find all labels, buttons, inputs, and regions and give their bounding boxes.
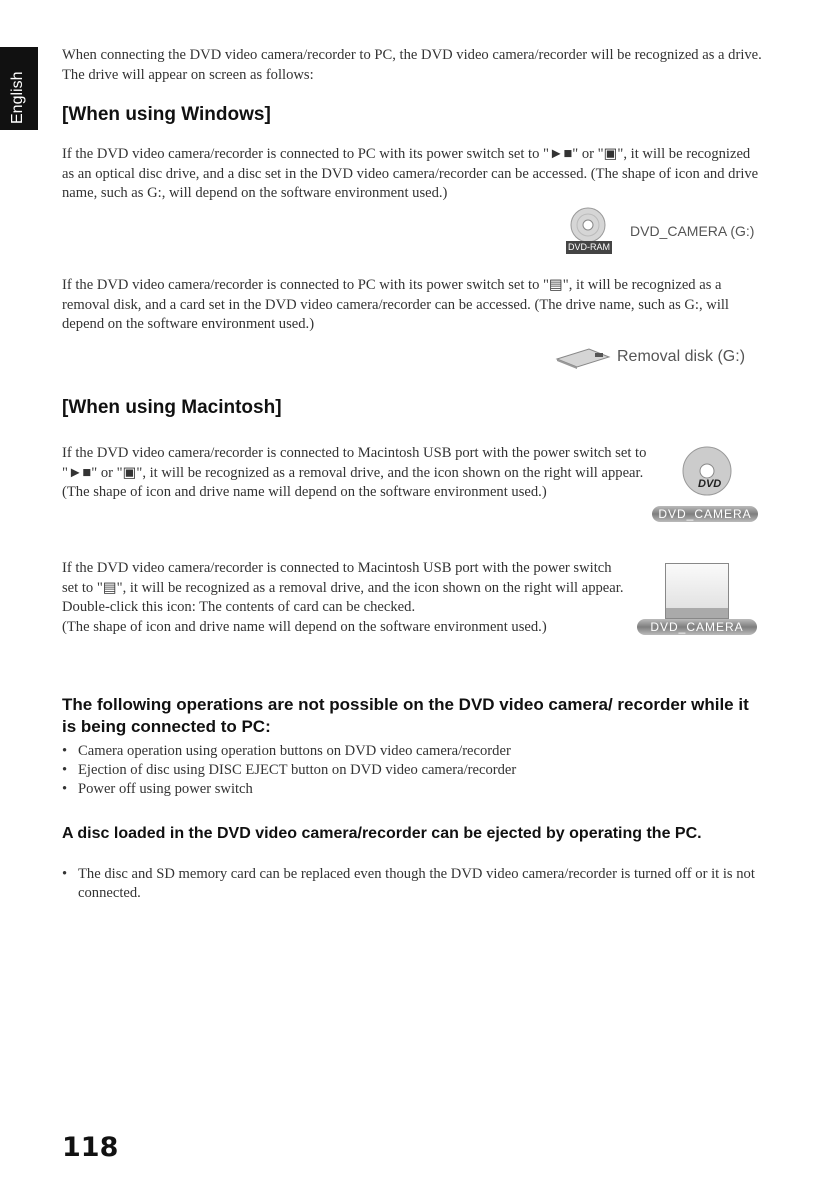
intro-paragraph: When connecting the DVD video camera/recorder to PC, the DVD video camera/recorder will be recognized as a drive. The drive will appear on screen as follows: — [62, 47, 762, 83]
list-item: • Camera operation using operation buttons on DVD video camera/recorder — [62, 742, 762, 761]
list-item: • Power off using power switch — [62, 780, 762, 799]
mac-card-icon — [665, 563, 729, 619]
list-item: • The disc and SD memory card can be replaced even though the DVD video camera/recorder is turned off or it is not connected. — [62, 865, 762, 903]
mac-dvd-camera-icon[interactable] — [652, 445, 760, 525]
mac-card-drive-label: DVD_CAMERA — [637, 619, 757, 635]
removal-disk-drive-icon[interactable] — [553, 343, 773, 373]
not-possible-heading: The following operations are not possible on the DVD video camera/ recorder while it is being connected to PC: — [62, 695, 749, 736]
windows-paragraph-2: If the DVD video camera/recorder is connected to PC with its power switch set to "▤", it will be recognized as a removal disk, and a card set in the DVD video camera/recorder can be accessed. (The drive name, such as G:, will depend on the software environment used.) — [62, 277, 729, 333]
mac-dvd-logo: DVD — [698, 478, 722, 490]
eject-list — [62, 865, 762, 903]
dvd-ram-tag: DVD-RAM — [568, 242, 610, 252]
mac-card-drive-icon[interactable] — [637, 563, 759, 637]
macintosh-paragraph-2-line-3: (The shape of icon and drive name will depend on the software environment used.) — [62, 618, 547, 635]
macintosh-paragraph-2 — [62, 559, 627, 637]
windows-paragraph-1: If the DVD video camera/recorder is connected to PC with its power switch set to "►■" or "▣", it will be recognized as an optical disc drive, and a disc set in the DVD video camera/recorder can be accessed. (The shape of icon and drive name, such as G:, will depend on the software environment used.) — [62, 146, 759, 202]
macintosh-heading: [When using Macintosh] — [62, 397, 282, 418]
language-tab-label: English — [9, 71, 26, 124]
dvd-camera-drive-icon[interactable] — [568, 207, 758, 257]
removable-disk-icon — [553, 345, 613, 369]
eject-heading: A disc loaded in the DVD video camera/recorder can be ejected by operating the PC. — [62, 825, 702, 842]
list-item: • Ejection of disc using DISC EJECT button on DVD video camera/recorder — [62, 761, 762, 780]
language-tab — [0, 47, 38, 130]
windows-heading: [When using Windows] — [62, 104, 271, 125]
page-number: 118 — [62, 1132, 119, 1163]
macintosh-paragraph-2-line-2: Double-click this icon: The contents of card can be checked. — [62, 599, 416, 616]
macintosh-paragraph-1: If the DVD video camera/recorder is connected to Macintosh USB port with the power switch set to "►■" or "▣", it will be recognized as a removal drive, and the icon shown on the right will appear. (The shape of icon and drive name will depend on the software environment used.) — [62, 445, 647, 501]
macintosh-paragraph-2-line-1: If the DVD video camera/recorder is connected to Macintosh USB port with the power switch set to "▤", it will be recognized as a removal drive, and the icon shown on the right will appear. — [62, 560, 624, 596]
mac-dvd-camera-label: DVD_CAMERA — [652, 506, 758, 522]
not-possible-list — [62, 742, 762, 799]
dvd-camera-drive-label: DVD_CAMERA (G:) — [630, 223, 755, 239]
removal-disk-label: Removal disk (G:) — [617, 348, 746, 365]
